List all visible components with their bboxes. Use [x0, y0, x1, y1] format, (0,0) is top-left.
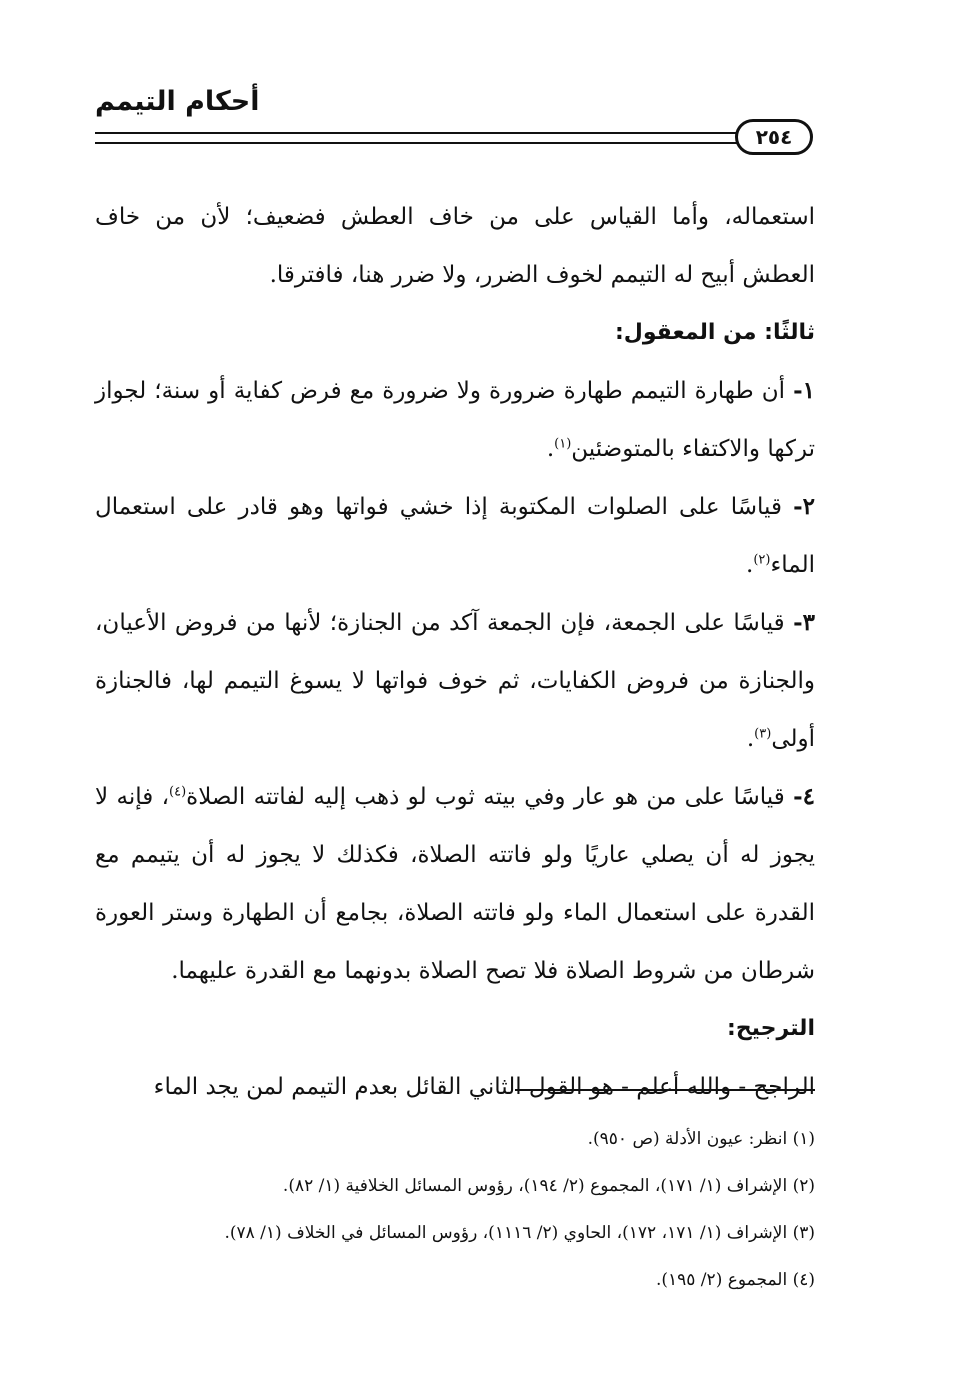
footnotes	[95, 1116, 815, 1304]
page-number: ٢٥٤	[735, 119, 813, 155]
footnote-3: (٣) الإشراف (١/ ١٧١، ١٧٢)، الحاوي (٢/ ١١١٦)، رؤوس المسائل في الخلاف (١/ ٧٨).	[224, 1223, 815, 1243]
list-item-number: ٢-	[793, 493, 815, 520]
footnote-2: (٢) الإشراف (١/ ١٧١)، المجموع (٢/ ١٩٤)، رؤوس المسائل الخلافية (١/ ٨٢).	[282, 1176, 815, 1196]
list-item-3: ٣- قياسًا على الجمعة، فإن الجمعة آكد من الجنازة؛ لأنها من فروض الأعيان، والجنازة من فروض الكفايات، ثم خوف فواتها لا يسوغ التيمم لها، فالجنازة أولى$^{(٣)}$.	[95, 609, 816, 752]
list-item-text: أن طهارة التيمم طهارة ضرورة ولا ضرورة مع فرض كفاية أو سنة؛ لجواز تركها والاكتفاء بالمتوضئين	[95, 378, 815, 462]
footnote-ref[interactable]: (٢)	[753, 552, 771, 568]
list-item-text: قياسًا على الجمعة، فإن الجمعة آكد من الجنازة؛ لأنها من فروض الأعيان، والجنازة من فروض الكفايات، ثم خوف فواتها لا يسوغ التيمم لها، فالجنازة أولى	[95, 610, 815, 752]
running-header-title: أحكام التيمم	[95, 86, 260, 117]
footnote-4: (٤) المجموع (٢/ ١٩٥).	[655, 1270, 815, 1290]
section-heading-rational: ثالثًا: من المعقول:	[614, 320, 815, 345]
list-item-2: ٢- قياسًا على الصلوات المكتوبة إذا خشي فواتها وهو قادر على استعمال الماء$^{(٢)}$.	[95, 493, 815, 578]
footnote-ref[interactable]: (٣)	[754, 726, 772, 742]
list-item-text-continued: ، فإنه لا يجوز له أن يصلي عاريًا ولو فاتته الصلاة، فكذلك لا يجوز له أن يتيمم مع القدرة على استعمال الماء ولو فاتته الصلاة، بجامع أن الطهارة وستر العورة شرطان من شروط الصلاة فلا تصح الصلاة بدونهما مع القدرة عليهما.	[95, 784, 815, 984]
footnote-ref[interactable]: (١)	[554, 436, 572, 452]
list-item-number: ٤-	[793, 783, 816, 810]
list-item-4	[95, 768, 815, 1000]
footnote-1: (١) انظر: عيون الأدلة (ص ٩٥٠).	[587, 1129, 815, 1149]
footnote-separator	[515, 1089, 815, 1091]
list-item-text: قياسًا على من هو عار وفي بيته ثوب لو ذهب إليه لفاتته الصلاة	[186, 784, 785, 810]
paragraph-continuation: استعماله، وأما القياس على من خاف العطش فضعيف؛ لأن من خاف العطش أبيح له التيمم لخوف الضرر، ولا ضرر هنا، فافترقا.	[95, 204, 815, 288]
section-heading-preponderance: الترجيح:	[727, 1016, 815, 1041]
footnote-ref[interactable]: (٤)	[169, 784, 187, 800]
list-item-text: قياسًا على الصلوات المكتوبة إذا خشي فواتها وهو قادر على استعمال الماء	[95, 494, 815, 578]
header-rule	[95, 132, 755, 144]
list-item-number: ٣-	[793, 609, 816, 636]
main-text	[95, 188, 815, 1116]
paragraph-conclusion: الراجح - والله أعلم - هو القول الثاني القائل بعدم التيمم لمن يجد الماء	[153, 1074, 815, 1100]
list-item-number: ١-	[793, 377, 816, 404]
list-item-1: ١- أن طهارة التيمم طهارة ضرورة ولا ضرورة مع فرض كفاية أو سنة؛ لجواز تركها والاكتفاء بالمتوضئين$^{(١)}$.	[95, 377, 816, 462]
